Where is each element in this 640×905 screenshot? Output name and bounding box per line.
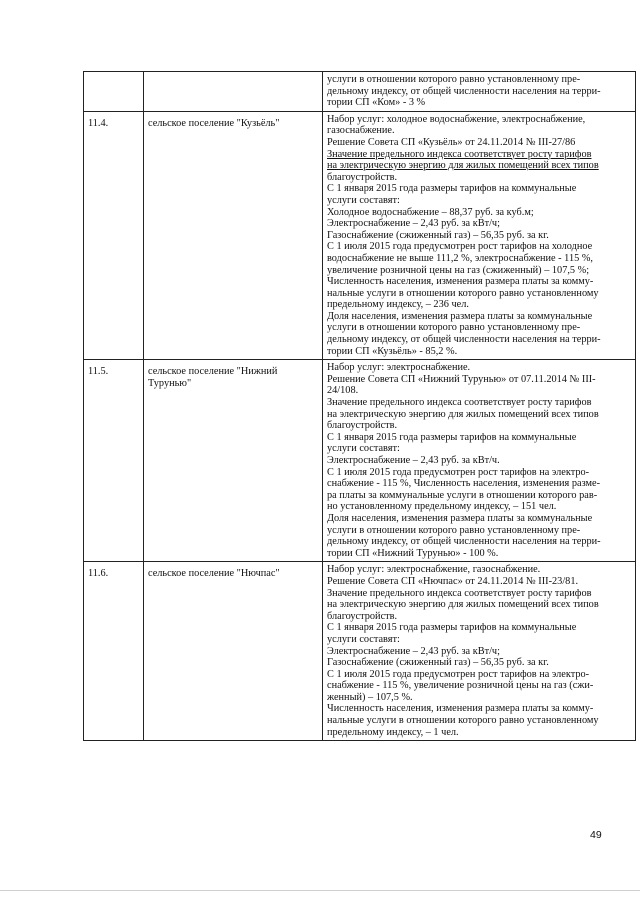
settlement-name [144,72,323,112]
table-row [84,72,636,112]
description-line: тории СП «Кузьёль» - 85,2 %. [327,345,458,357]
settlement-name: сельское поселение "Нючпас" [144,562,323,741]
row-description [323,360,636,562]
description-line: благоустройств. [327,610,398,622]
row-description [323,562,636,741]
description-line: Электроснабжение – 2,43 руб. за кВт/ч; [327,218,500,230]
page-number: 49 [590,829,602,841]
tariff-table [83,71,636,741]
description-line: дельному индексу, от общей численности населения на терри- [327,536,601,548]
description-line: благоустройств. [327,420,398,432]
description-line: тории СП «Нижний Турунью» - 100 %. [327,547,499,559]
description-line: С 1 января 2015 года размеры тарифов на коммунальные [327,183,577,195]
description-line: дельному индексу, от общей численности населения на терри- [327,85,601,97]
description-line: С 1 января 2015 года размеры тарифов на коммунальные [327,622,577,634]
table-row [84,360,636,562]
description-line: тории СП «Ком» - 3 % [327,97,426,109]
description-line: Решение Совета СП «Нючпас» от 24.11.2014 № III-23/81. [327,575,579,587]
description-line: на электрическую энергию для жилых помещений всех типов [327,408,599,420]
row-description [323,111,636,359]
description-line: услуги составят: [327,194,400,206]
description-line: на электрическую энергию для жилых помещений всех типов [327,160,599,172]
row-number: 11.4. [84,111,144,359]
description-line: услуги в отношении которого равно установленному пре- [327,322,581,334]
description-line: Решение Совета СП «Кузьёль» от 24.11.2014 № III-27/86 [327,136,576,148]
description-line: С 1 июля 2015 года предусмотрен рост тарифов на электро- [327,466,590,478]
description-line: газоснабжение. [327,125,395,137]
row-number [84,72,144,112]
description-line: Значение предельного индекса соответствует росту тарифов [327,587,592,599]
description-line: дельному индексу, от общей численности населения на терри- [327,334,601,346]
description-line: С 1 июля 2015 года предусмотрен рост тарифов на электро- [327,668,590,680]
description-line: Набор услуг: электроснабжение, газоснабжение. [327,564,541,576]
description-line: Набор услуг: электроснабжение. [327,362,471,374]
description-line: Значение предельного индекса соответствует росту тарифов [327,148,592,160]
description-line: услуги составят: [327,443,400,455]
description-line: на электрическую энергию для жилых помещений всех типов [327,599,599,611]
description-line: снабжение - 115 %, увеличение розничной цены на газ (сжи- [327,680,594,692]
description-line: услуги в отношении которого равно установленному пре- [327,74,581,85]
description-line: Численность населения, изменения размера платы за комму- [327,276,594,288]
description-line: женный) – 107,5 %. [327,691,413,703]
description-line: нальные услуги в отношении которого равно установленному [327,287,599,299]
description-line: снабжение - 115 %, Численность населения, изменения разме- [327,478,601,490]
description-line: услуги составят: [327,633,400,645]
description-line: Доля населения, изменения размера платы за коммунальные [327,310,593,322]
description-line: Численность населения, изменения размера платы за комму- [327,703,594,715]
description-line: Газоснабжение (сжиженный газ) – 56,35 руб. за кг. [327,657,549,669]
description-line: ра платы за коммунальные услуги в отношении которого рав- [327,489,598,501]
description-line: Электроснабжение – 2,43 руб. за кВт/ч. [327,455,500,466]
description-line: 24/108. [327,385,359,397]
description-line: услуги в отношении которого равно установленному пре- [327,524,581,536]
description-line: Электроснабжение – 2,43 руб. за кВт/ч; [327,645,500,657]
description-line: Доля населения, изменения размера платы за коммунальные [327,512,593,524]
description-line: Холодное водоснабжение – 88,37 руб. за куб.м; [327,206,534,218]
scan-edge-divider [0,890,640,891]
description-line: Набор услуг: холодное водоснабжение, электроснабжение, [327,113,586,125]
settlement-name: сельское поселение "Кузьёль" [144,111,323,359]
table-row [84,111,636,359]
description-line: предельному индексу, – 236 чел. [327,299,469,311]
row-description [323,72,636,112]
row-number: 11.6. [84,562,144,741]
description-line: увеличение розничной цены на газ (сжиженный) – 107,5 %; [327,264,590,276]
description-line: но установленному предельному индексу, – 151 чел. [327,501,557,513]
settlement-name: сельское поселение "Нижний Турунью" [144,360,323,562]
description-line: С 1 июля 2015 года предусмотрен рост тарифов на холодное [327,241,593,253]
description-line: Газоснабжение (сжиженный газ) – 56,35 руб. за кг. [327,229,549,241]
description-line: Значение предельного индекса соответствует росту тарифов [327,397,592,409]
description-line: С 1 января 2015 года размеры тарифов на коммунальные [327,431,577,443]
description-line: нальные услуги в отношении которого равно установленному [327,715,599,727]
table-row [84,562,636,741]
description-line: благоустройств. [327,171,398,183]
description-line: водоснабжение не выше 111,2 %, электроснабжение - 115 %, [327,252,593,264]
description-line: Решение Совета СП «Нижний Турунью» от 07.11.2014 № III- [327,373,596,385]
description-line: предельному индексу, – 1 чел. [327,726,459,738]
row-number: 11.5. [84,360,144,562]
